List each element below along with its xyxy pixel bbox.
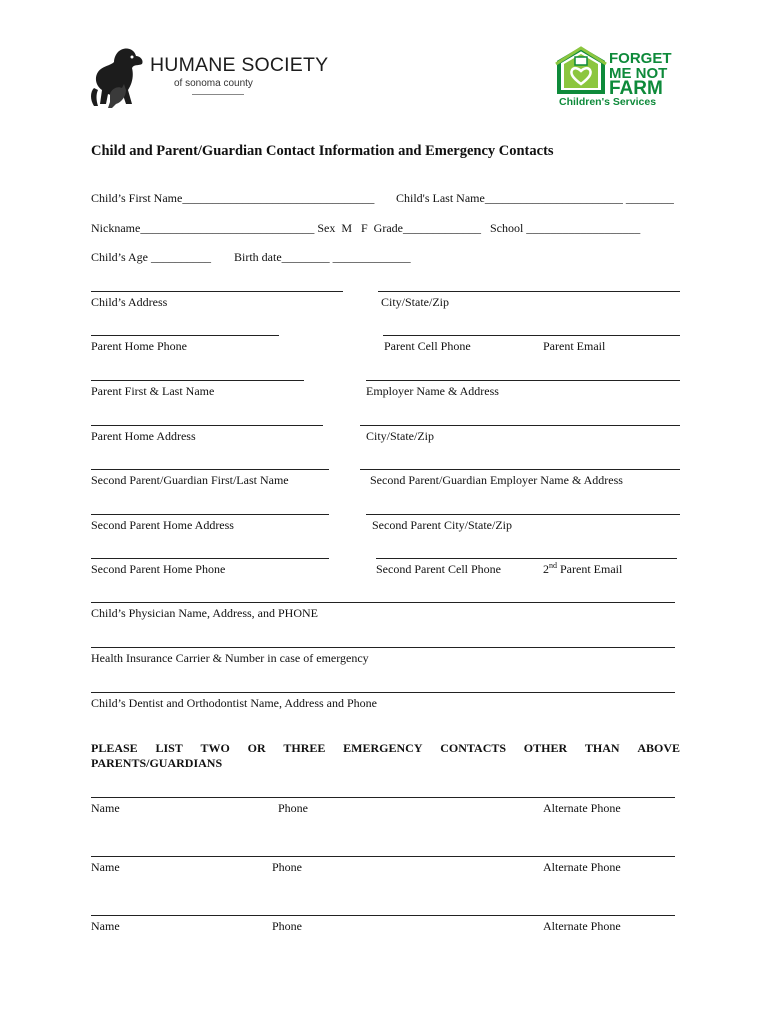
heading-word: THREE	[283, 741, 326, 755]
emergency-phone-label: Phone	[272, 860, 302, 874]
heading-word: LIST	[155, 741, 183, 755]
parent-name-line[interactable]	[91, 380, 304, 381]
physician-line[interactable]	[91, 602, 675, 603]
second-parent-employer-line[interactable]	[360, 469, 680, 470]
parent-home-phone-line[interactable]	[91, 335, 279, 336]
insurance-label: Health Insurance Carrier & Number in case of emergency	[91, 651, 369, 665]
dentist-line[interactable]	[91, 692, 675, 693]
nickname-sex-grade-school-field[interactable]: Nickname_____________________________ Sex M F Grade_____________ School ___________________	[91, 221, 641, 235]
heading-word: EMERGENCY	[343, 741, 423, 755]
emergency-contact-line-1[interactable]	[91, 797, 675, 798]
parent-cell-email-line[interactable]	[383, 335, 680, 336]
parent-name-label: Parent First & Last Name	[91, 384, 215, 398]
forget-me-not-farm-logo	[553, 46, 683, 112]
second-parent-address-line[interactable]	[91, 514, 329, 515]
second-parent-home-phone-line[interactable]	[91, 558, 329, 559]
second-parent-name-line[interactable]	[91, 469, 329, 470]
employer-line[interactable]	[366, 380, 680, 381]
dentist-label: Child’s Dentist and Orthodontist Name, Address and Phone	[91, 696, 377, 710]
first-name-field[interactable]: Child’s First Name________________________________	[91, 191, 375, 205]
emergency-heading	[91, 741, 680, 755]
city-state-zip-label-2: City/State/Zip	[366, 429, 434, 443]
heading-word: CONTACTS	[440, 741, 507, 755]
second-parent-address-label: Second Parent Home Address	[91, 518, 234, 532]
form-title: Child and Parent/Guardian Contact Information and Emergency Contacts	[91, 143, 554, 159]
heading-word: TWO	[200, 741, 230, 755]
parent-home-address-label: Parent Home Address	[91, 429, 196, 443]
emergency-contact-line-3[interactable]	[91, 915, 675, 916]
child-address-label: Child’s Address	[91, 295, 168, 309]
emergency-name-label: Name	[91, 860, 120, 874]
heading-word: PLEASE	[91, 741, 138, 755]
second-parent-email-label: 2nd Parent Email	[543, 561, 623, 576]
heading-word: ABOVE	[637, 741, 680, 755]
emergency-name-label: Name	[91, 919, 120, 933]
farm-logo-word-3: FARM	[609, 78, 663, 99]
second-parent-name-label: Second Parent/Guardian First/Last Name	[91, 473, 289, 487]
second-parent-employer-label: Second Parent/Guardian Employer Name & Address	[370, 473, 623, 487]
barn-heart-icon	[555, 46, 607, 96]
second-parent-cell-phone-label: Second Parent Cell Phone	[376, 562, 501, 576]
farm-logo-subtitle: Children's Services	[559, 96, 657, 108]
emergency-heading-line-2: PARENTS/GUARDIANS	[91, 756, 223, 770]
birth-date-field[interactable]: Birth date________ _____________	[234, 250, 411, 264]
heading-word: OR	[247, 741, 266, 755]
second-parent-home-phone-label: Second Parent Home Phone	[91, 562, 226, 576]
emergency-contact-line-2[interactable]	[91, 856, 675, 857]
logo-divider	[192, 94, 244, 95]
heading-word: THAN	[584, 741, 620, 755]
dog-and-cat-icon	[88, 44, 150, 110]
second-parent-cell-email-line[interactable]	[376, 558, 677, 559]
emergency-alt-phone-label: Alternate Phone	[543, 801, 621, 815]
age-field[interactable]: Child’s Age __________	[91, 250, 212, 264]
humane-society-subtitle: of sonoma county	[174, 78, 253, 89]
emergency-phone-label: Phone	[278, 801, 308, 815]
city-state-zip-label-1: City/State/Zip	[381, 295, 449, 309]
child-address-line[interactable]	[91, 291, 343, 292]
city-state-zip-line-2[interactable]	[360, 425, 680, 426]
parent-cell-phone-label: Parent Cell Phone	[384, 339, 471, 353]
insurance-line[interactable]	[91, 647, 675, 648]
physician-label: Child’s Physician Name, Address, and PHONE	[91, 606, 318, 620]
farm-logo-word-1: FORGET	[609, 50, 672, 67]
city-state-zip-line-1[interactable]	[378, 291, 680, 292]
second-parent-city-label: Second Parent City/State/Zip	[372, 518, 512, 532]
heading-word: OTHER	[523, 741, 568, 755]
parent-email-label: Parent Email	[543, 339, 606, 353]
emergency-name-label: Name	[91, 801, 120, 815]
parent-home-address-line[interactable]	[91, 425, 323, 426]
emergency-alt-phone-label: Alternate Phone	[543, 860, 621, 874]
employer-label: Employer Name & Address	[366, 384, 499, 398]
parent-home-phone-label: Parent Home Phone	[91, 339, 187, 353]
humane-society-logo	[88, 44, 329, 110]
emergency-phone-label: Phone	[272, 919, 302, 933]
humane-society-name: HUMANE SOCIETY	[150, 54, 329, 76]
emergency-alt-phone-label: Alternate Phone	[543, 919, 621, 933]
last-name-field[interactable]: Child's Last Name_______________________ ________	[396, 191, 674, 205]
second-parent-city-line[interactable]	[366, 514, 680, 515]
farm-logo-word-2: ME NOT	[609, 65, 668, 82]
